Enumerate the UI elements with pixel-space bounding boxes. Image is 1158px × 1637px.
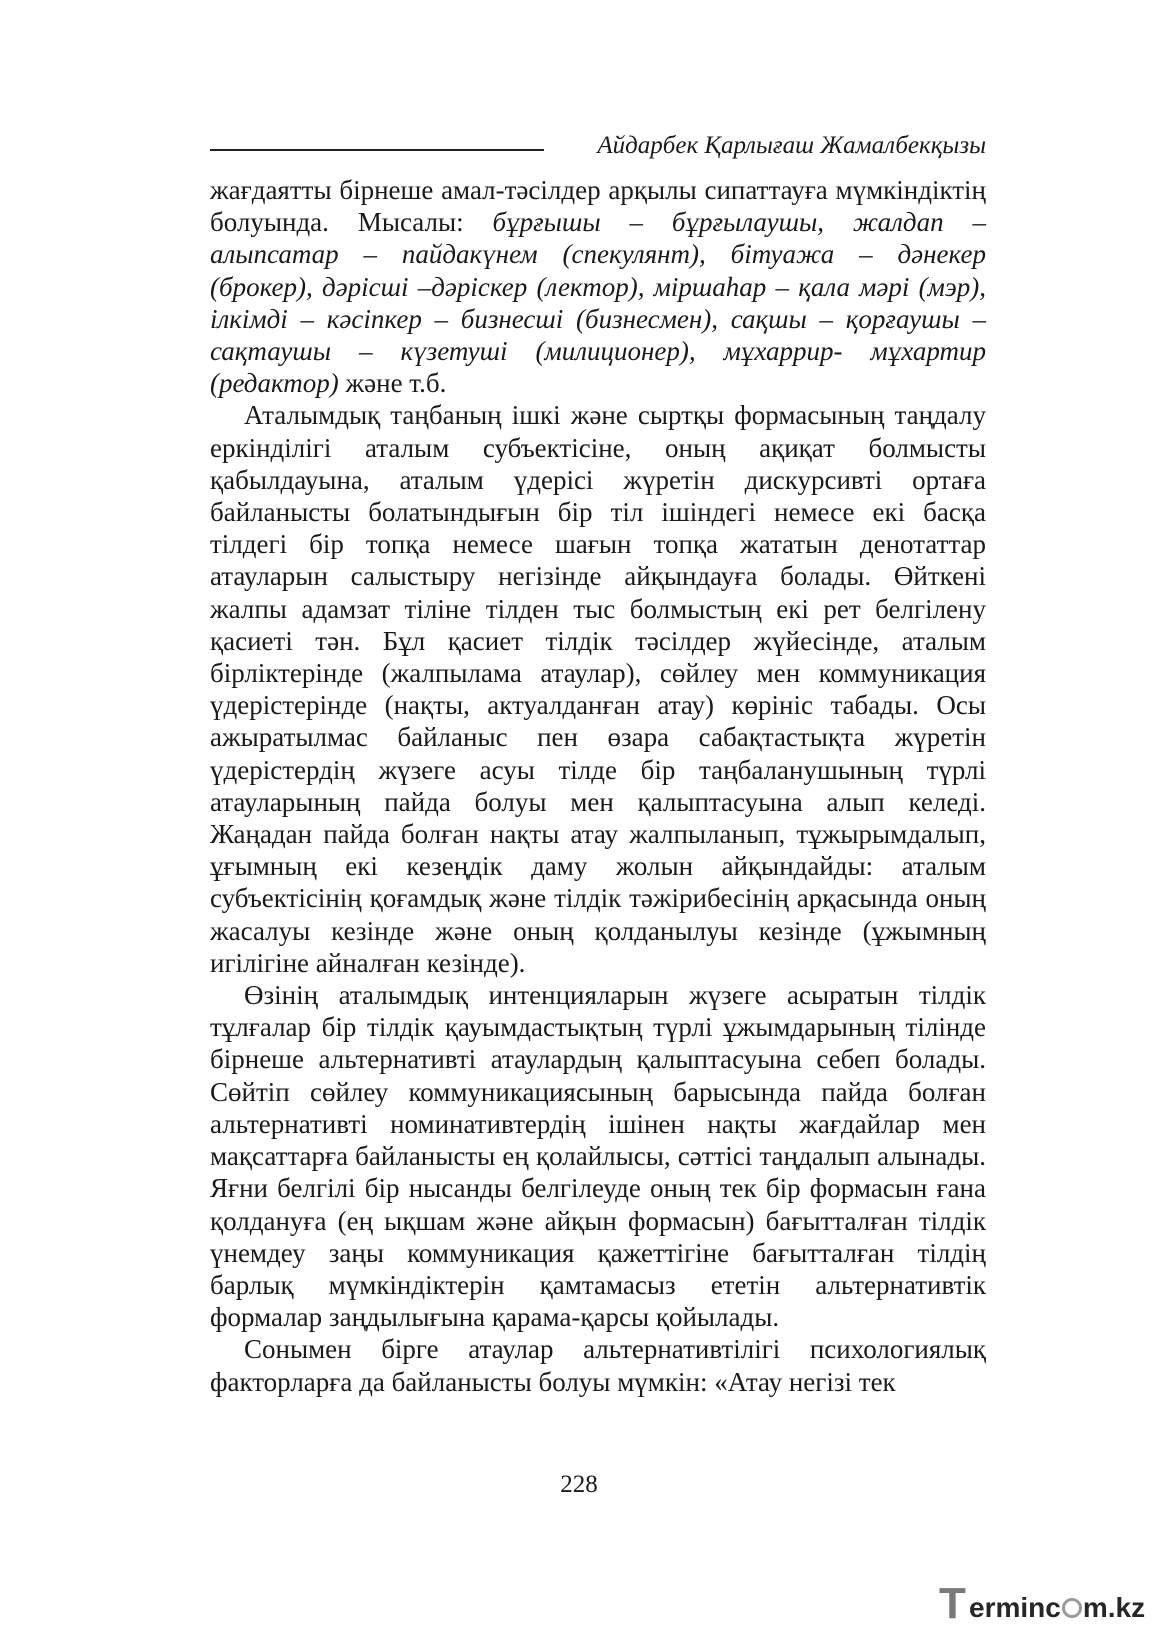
page-number: 228 (560, 1471, 598, 1498)
paragraph-1-examples: бұрғышы – бұрғылаушы, жалдап – алыпсатар – пайдакүнем (спекулянт), бітуажа – дәнекер (брокер), дәрісші –дәрiскер (лектор), міршаһар – қала мәрі (мэр), ілкімді – кәсіпкер – бизнесші (бизнесмен), сақшы – қорғаушы – сақтаушы – күзетуші (милиционер), мұхаррир- мұхартир (редактор) (210, 207, 986, 399)
logo-text-2: m.kz (1082, 1592, 1146, 1623)
main-text (210, 174, 986, 1398)
header-rule (210, 149, 544, 151)
termincom-logo (939, 1579, 1146, 1628)
logo-text-1: erminc (969, 1592, 1061, 1623)
paragraph-3: Өзінің аталымдық интенцияларын жүзеге асыратын тілдік тұлғалар бір тілдік қауымдастықтың түрлі ұжымдарының тілінде бірнеше альтернативті атаулардың қалыптасуына себеп болады. Сөйтіп сөйлеу коммуникациясының барысында пайда болған альтернативті номинативтердің ішінен нақты жағдайлар мен мақсаттарға байланысты ең қолайлысы, сәттісі таңдалып алынады. Яғни белгілі бір нысанды белгілеуде оның тек бір формасын ғана қолдануға (ең ықшам және айқын формасын) бағытталған тілдік үнемдеу заңы коммуникация қажеттігіне бағытталған тілдің барлық мүмкіндіктерін қамтамасыз ететін альтернативтік формалар заңдылығына қарама-қарсы қойылады. (210, 980, 986, 1333)
logo-letter-t: T (939, 1579, 966, 1628)
paragraph-2: Аталымдық таңбаның ішкі және сыртқы формасының таңдалу еркінділігі аталым субъектісіне, оның ақиқат болмысты қабылдауына, аталым үдерісі жүретін дискурсивті ортаға байланысты болатындығын бір тіл ішіндегі немесе екі басқа тілдегі бір топқа немесе шағын топқа жататын денотаттар атауларын салыстыру негізінде айқындауға болады. Өйткені жалпы адамзат тіліне тілден тыс болмыстың екі рет белгілену қасиеті тән. Бұл қасиет тілдік тәсілдер жүйесінде, аталым бірліктерінде (жалпылама атаулар), сөйлеу мен коммуникация үдерістерінде (нақты, актуалданған атау) көрініс табады. Осы ажыратылмас байланыс пен өзара сабақтастықта жүретін үдерістердің жүзеге асуы тілде бір таңбаланушының түрлі атауларының пайда болуы мен қалыптасуына алып келеді. Жаңадан пайда болған нақты атау жалпыланып, тұжырымдалып, ұғымның екі кезеңдік даму жолын айқындайды: аталым субъектісінің қоғамдық және тілдік тәжірибесінің арқасында оның жасалуы кезінде және оның қолданылуы кезінде (ұжымның игілігіне айналған кезінде). (210, 400, 986, 978)
paragraph-1-tail: және т.б. (338, 368, 447, 399)
paragraph-4: Сонымен бірге атаулар альтернативтілігі психологиялық факторларға да байланысты болуы мүмкін: «Атау негізі тек (210, 1334, 986, 1397)
paragraph-1 (210, 174, 986, 399)
logo-ring-icon (1062, 1598, 1082, 1618)
paragraph-1-lead: жағдаятты бірнеше амал-тәсілдер арқылы сипаттауға мүмкіндіктің болуында. Мысалы: (210, 175, 986, 238)
header-author: Айдарбек Қарлығаш Жамалбекқызы (597, 132, 986, 159)
running-header (210, 131, 986, 165)
logo-wordmark (969, 1592, 1145, 1624)
